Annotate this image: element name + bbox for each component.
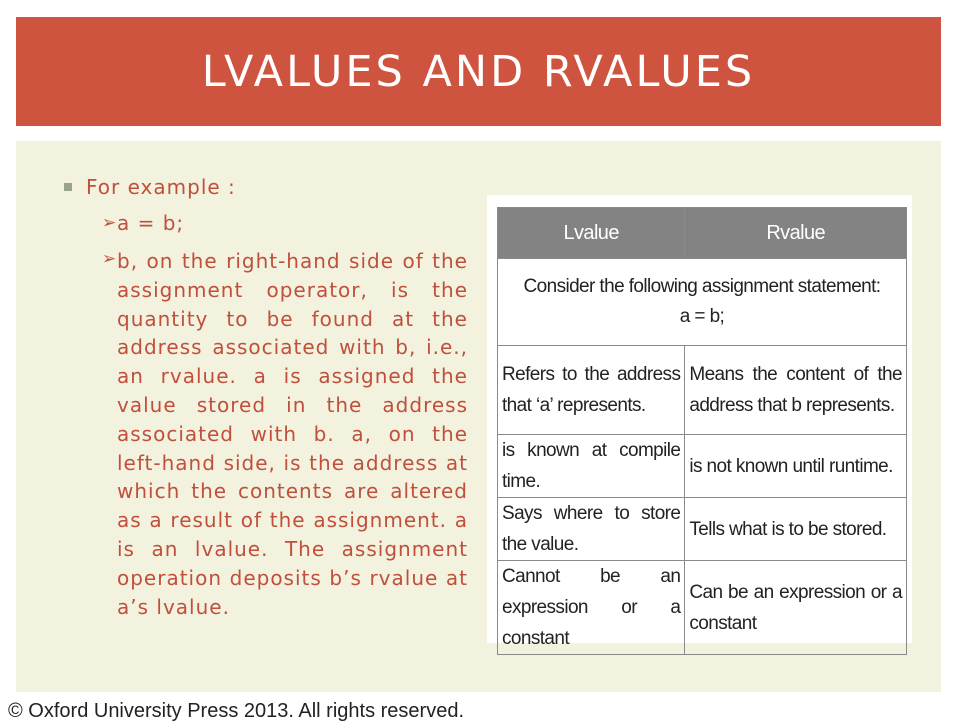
arrow-bullet-icon: ➢ bbox=[102, 213, 118, 233]
slide-title: LVALUES AND RVALUES bbox=[201, 46, 756, 97]
table-header-rvalue: Rvalue bbox=[685, 208, 907, 259]
table-cell: is known at compile time. bbox=[498, 435, 685, 498]
bullet-level1 bbox=[64, 175, 236, 199]
table-header-lvalue: Lvalue bbox=[498, 208, 685, 259]
square-bullet-icon bbox=[64, 183, 72, 191]
table-caption-cell bbox=[498, 259, 907, 346]
table-row bbox=[498, 561, 907, 655]
bullet-level2 bbox=[102, 247, 468, 621]
table-cell: is not known until runtime. bbox=[685, 435, 907, 498]
table-cell: Says where to store the value. bbox=[498, 498, 685, 561]
table-caption-line: a = b; bbox=[679, 306, 725, 327]
bullet-level2 bbox=[102, 211, 468, 235]
table-cell: Can be an expression or a constant bbox=[685, 561, 907, 655]
table-row bbox=[498, 346, 907, 435]
table-row bbox=[498, 435, 907, 498]
table-cell: Cannot be an expression or a constant bbox=[498, 561, 685, 655]
table-cell: Tells what is to be stored. bbox=[685, 498, 907, 561]
copyright-footer: © Oxford University Press 2013. All rights reserved. bbox=[8, 700, 465, 722]
bullet-level1-text: For example : bbox=[86, 175, 236, 199]
lvalue-rvalue-table bbox=[497, 207, 907, 655]
bullet-level2-text: b, on the right-hand side of the assignment operator, is the quantity to be found at the address associated with b, i.e., an rvalue. a is assigned the value stored in the address associated with b. a, on the left-hand side, is the address at which the contents are altered as a result of the assignment. a is an lvalue. The assignment operation deposits b’s rvalue at a’s lvalue. bbox=[117, 249, 468, 619]
arrow-bullet-icon: ➢ bbox=[102, 249, 118, 269]
title-bar bbox=[16, 17, 941, 126]
table-cell: Refers to the address that ‘a’ represents. bbox=[498, 346, 685, 435]
lvalue-rvalue-table-image bbox=[487, 195, 912, 649]
table-row bbox=[498, 498, 907, 561]
table-caption-line: Consider the following assignment statement: bbox=[523, 276, 881, 297]
table-cell: Means the content of the address that b represents. bbox=[685, 346, 907, 435]
bullet-level2-text: a = b; bbox=[117, 211, 185, 235]
